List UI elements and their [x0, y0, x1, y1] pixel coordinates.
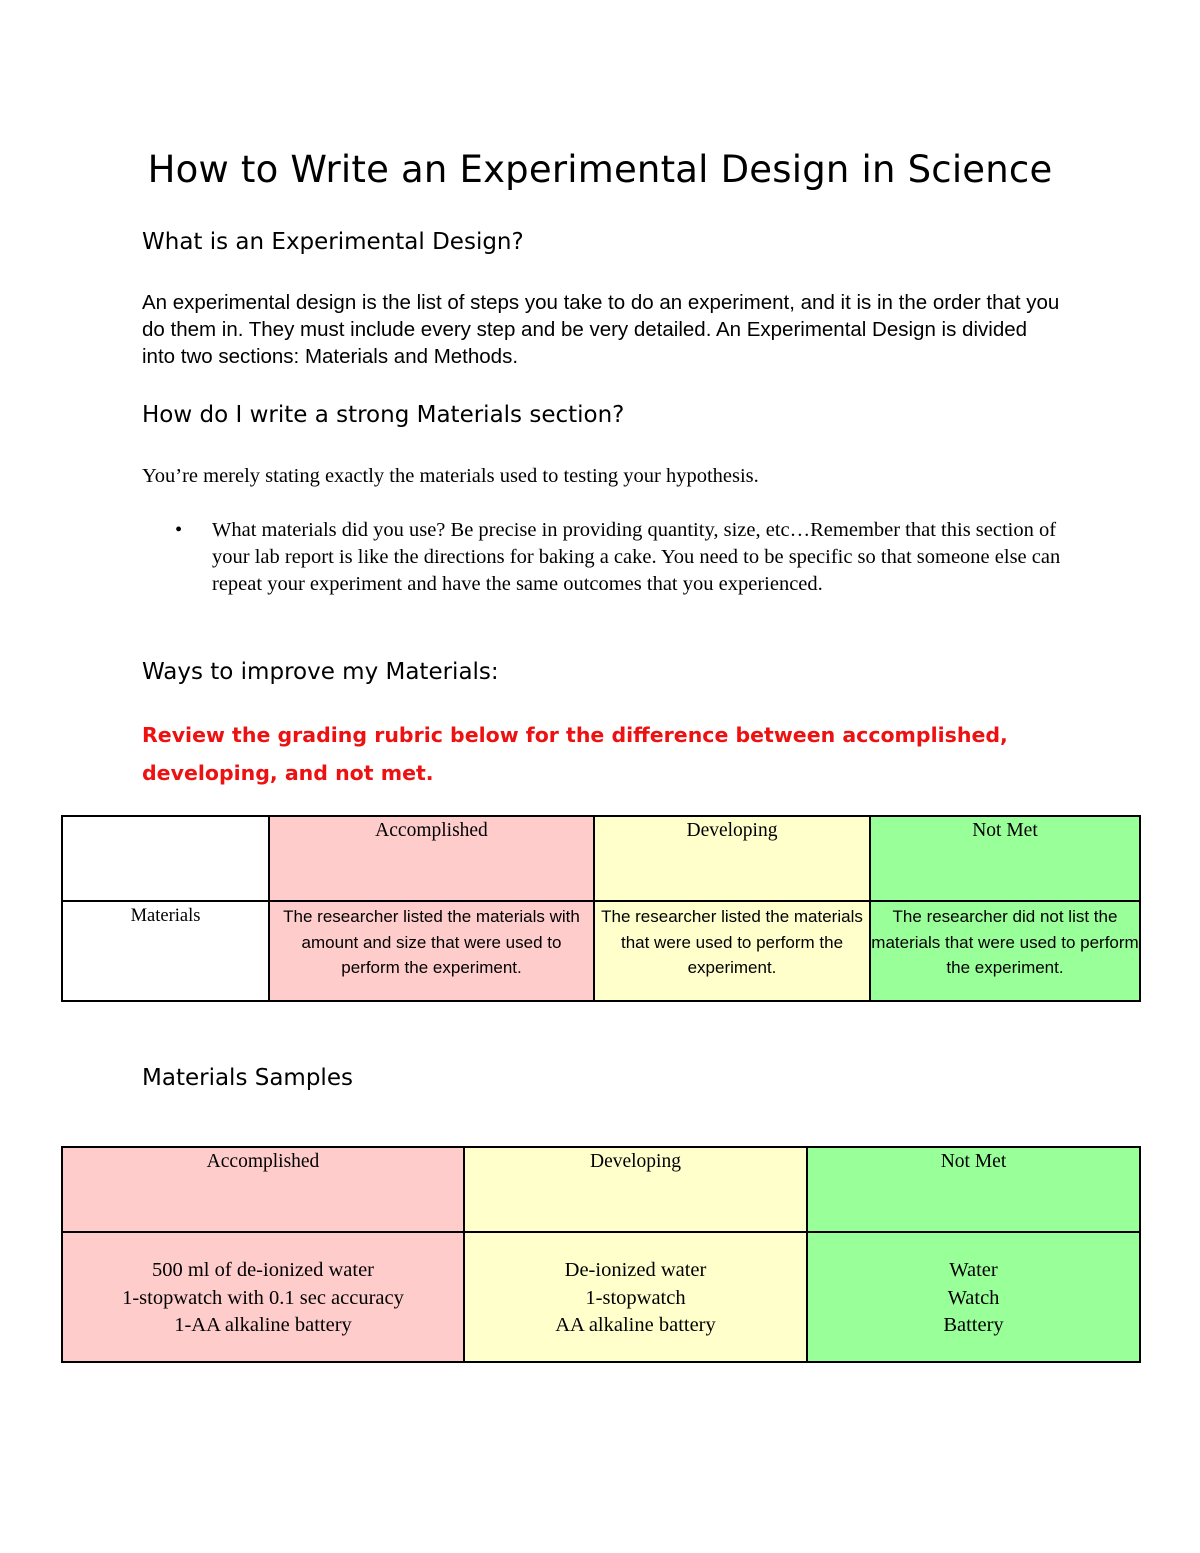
sample-line: 1-stopwatch with 0.1 sec accuracy	[122, 1286, 404, 1309]
grading-rubric-table	[61, 815, 1141, 1002]
samples-header-accomplished: Accomplished	[62, 1147, 464, 1232]
samples-header-developing: Developing	[464, 1147, 807, 1232]
samples-header-not-met: Not Met	[807, 1147, 1140, 1232]
table-row	[62, 816, 1140, 901]
sample-line: Water	[949, 1259, 998, 1281]
rubric-header-developing: Developing	[594, 816, 870, 901]
sample-line: AA alkaline battery	[555, 1314, 716, 1336]
section-heading-what-is: What is an Experimental Design?	[142, 229, 524, 255]
section-body-what-is: An experimental design is the list of steps you take to do an experiment, and it is in the order that you do them in. They must include every step and be very detailed. An Experimental Design is divided into two sections: Materials and Methods.	[142, 291, 1060, 368]
samples-heading: Materials Samples	[142, 1065, 353, 1091]
samples-cell-not-met	[807, 1232, 1140, 1362]
sample-line: Watch	[947, 1286, 1000, 1309]
table-row	[62, 1232, 1140, 1362]
sample-line: 500 ml of de-ionized water	[151, 1259, 374, 1281]
page-title: How to Write an Experimental Design in Science	[147, 148, 1053, 191]
rubric-cell-developing: The researcher listed the materials that were used to perform the experiment.	[594, 901, 870, 1001]
list-item	[142, 517, 1062, 598]
section-heading-materials: How do I write a strong Materials section?	[142, 402, 625, 428]
rubric-cell-not-met: The researcher did not list the materials that were used to perform the experiment.	[870, 901, 1140, 1001]
rubric-note: Review the grading rubric below for the difference between accomplished, developing, and not met.	[142, 723, 1008, 785]
table-row	[62, 1147, 1140, 1232]
sample-line: 1-stopwatch	[585, 1286, 686, 1309]
sample-line: De-ionized water	[564, 1259, 707, 1281]
section-heading-ways-to-improve: Ways to improve my Materials:	[142, 659, 499, 685]
samples-cell-developing	[464, 1232, 807, 1362]
bullet-icon: •	[175, 519, 183, 541]
rubric-cell-accomplished: The researcher listed the materials with amount and size that were used to perform the experiment.	[269, 901, 594, 1001]
rubric-header-empty	[62, 816, 269, 901]
table-row	[62, 901, 1140, 1001]
rubric-header-accomplished: Accomplished	[269, 816, 594, 901]
sample-line: Battery	[943, 1314, 1004, 1336]
materials-bullet-list	[142, 517, 1062, 598]
bullet-text: What materials did you use? Be precise in providing quantity, size, etc…Remember that this section of your lab report is like the directions for baking a cake. You need to be specific so that someone else can repeat your experiment and have the same outcomes that you experienced.	[212, 519, 1061, 595]
materials-intro: You’re merely stating exactly the materials used to testing your hypothesis.	[142, 465, 759, 487]
rubric-row-label: Materials	[62, 901, 269, 1001]
materials-samples-table	[61, 1146, 1141, 1363]
rubric-header-not-met: Not Met	[870, 816, 1140, 901]
sample-line: 1-AA alkaline battery	[174, 1314, 352, 1336]
samples-cell-accomplished	[62, 1232, 464, 1362]
